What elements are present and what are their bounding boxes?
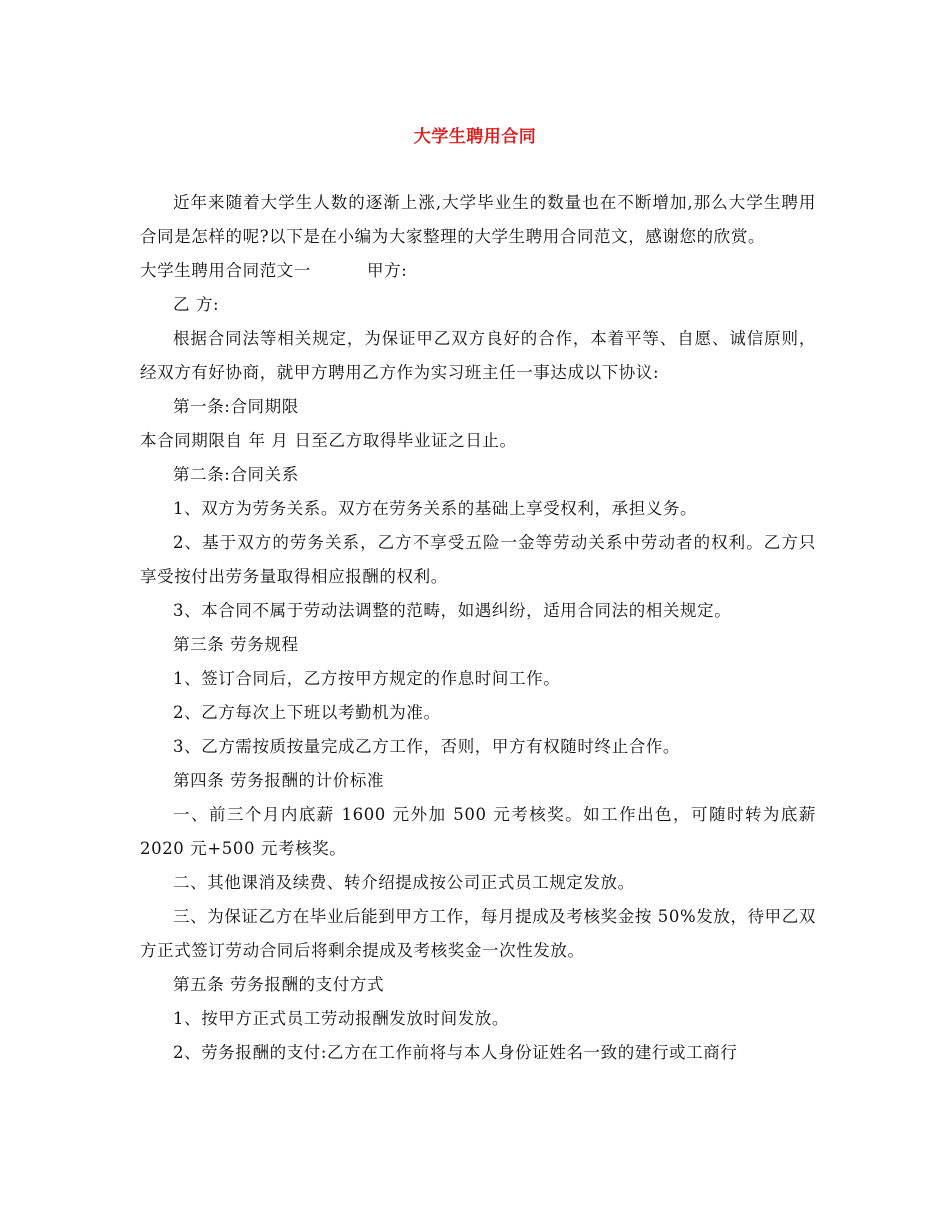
sample-heading-line — [140, 254, 816, 288]
article-2-heading: 第二条:合同关系 — [173, 465, 299, 484]
document-title: 大学生聘用合同 — [413, 127, 537, 147]
article-4-clause-2: 二、其他课消及续费、转介绍提成按公司正式员工规定发放。 — [173, 873, 635, 892]
article-5-clause-2: 2、劳务报酬的支付:乙方在工作前将与本人身份证姓名一致的建行或工商行 — [173, 1043, 738, 1062]
document-body — [140, 186, 816, 1070]
party-a-label: 甲方: — [367, 261, 408, 280]
article-2-clause-2: 2、基于双方的劳务关系，乙方不享受五险一金等劳动关系中劳动者的权利。乙方只享受按付出劳务量取得相应报酬的权利。 — [140, 533, 816, 586]
preamble-paragraph: 根据合同法等相关规定，为保证甲乙双方良好的合作，本着平等、自愿、诚信原则，经双方有好协商，就甲方聘用乙方作为实习班主任一事达成以下协议: — [140, 329, 816, 382]
article-2-clause-1: 1、双方为劳务关系。双方在劳务关系的基础上享受权利，承担义务。 — [173, 499, 698, 518]
article-4-clause-1: 一、前三个月内底薪 1600 元外加 500 元考核奖。如工作出色，可随时转为底薪 2020 元+500 元考核奖。 — [140, 805, 816, 858]
sample-heading: 大学生聘用合同范文一 — [140, 261, 311, 280]
article-1-term: 本合同期限自 年 月 日至乙方取得毕业证之日止。 — [140, 431, 517, 450]
article-1-heading: 第一条:合同期限 — [173, 397, 299, 416]
article-4-heading: 第四条 劳务报酬的计价标准 — [173, 771, 385, 790]
article-5-clause-1: 1、按甲方正式员工劳动报酬发放时间发放。 — [173, 1009, 509, 1028]
article-3-clause-3: 3、乙方需按质按量完成乙方工作，否则，甲方有权随时终止合作。 — [173, 737, 680, 756]
article-3-clause-1: 1、签订合同后，乙方按甲方规定的作息时间工作。 — [173, 669, 561, 688]
party-b-label: 乙 方: — [173, 295, 220, 314]
intro-paragraph: 近年来随着大学生人数的逐渐上涨,大学毕业生的数量也在不断增加,那么大学生聘用合同是怎样的呢?以下是在小编为大家整理的大学生聘用合同范文，感谢您的欣赏。 — [140, 193, 816, 246]
article-3-heading: 第三条 劳务规程 — [173, 635, 299, 654]
article-2-clause-3: 3、本合同不属于劳动法调整的范畴，如遇纠纷，适用合同法的相关规定。 — [173, 601, 732, 620]
article-4-clause-3: 三、为保证乙方在毕业后能到甲方工作，每月提成及考核奖金按 50%发放，待甲乙双方正式签订劳动合同后将剩余提成及考核奖金一次性发放。 — [140, 907, 816, 960]
article-5-heading: 第五条 劳务报酬的支付方式 — [173, 975, 385, 994]
article-3-clause-2: 2、乙方每次上下班以考勤机为准。 — [173, 703, 441, 722]
